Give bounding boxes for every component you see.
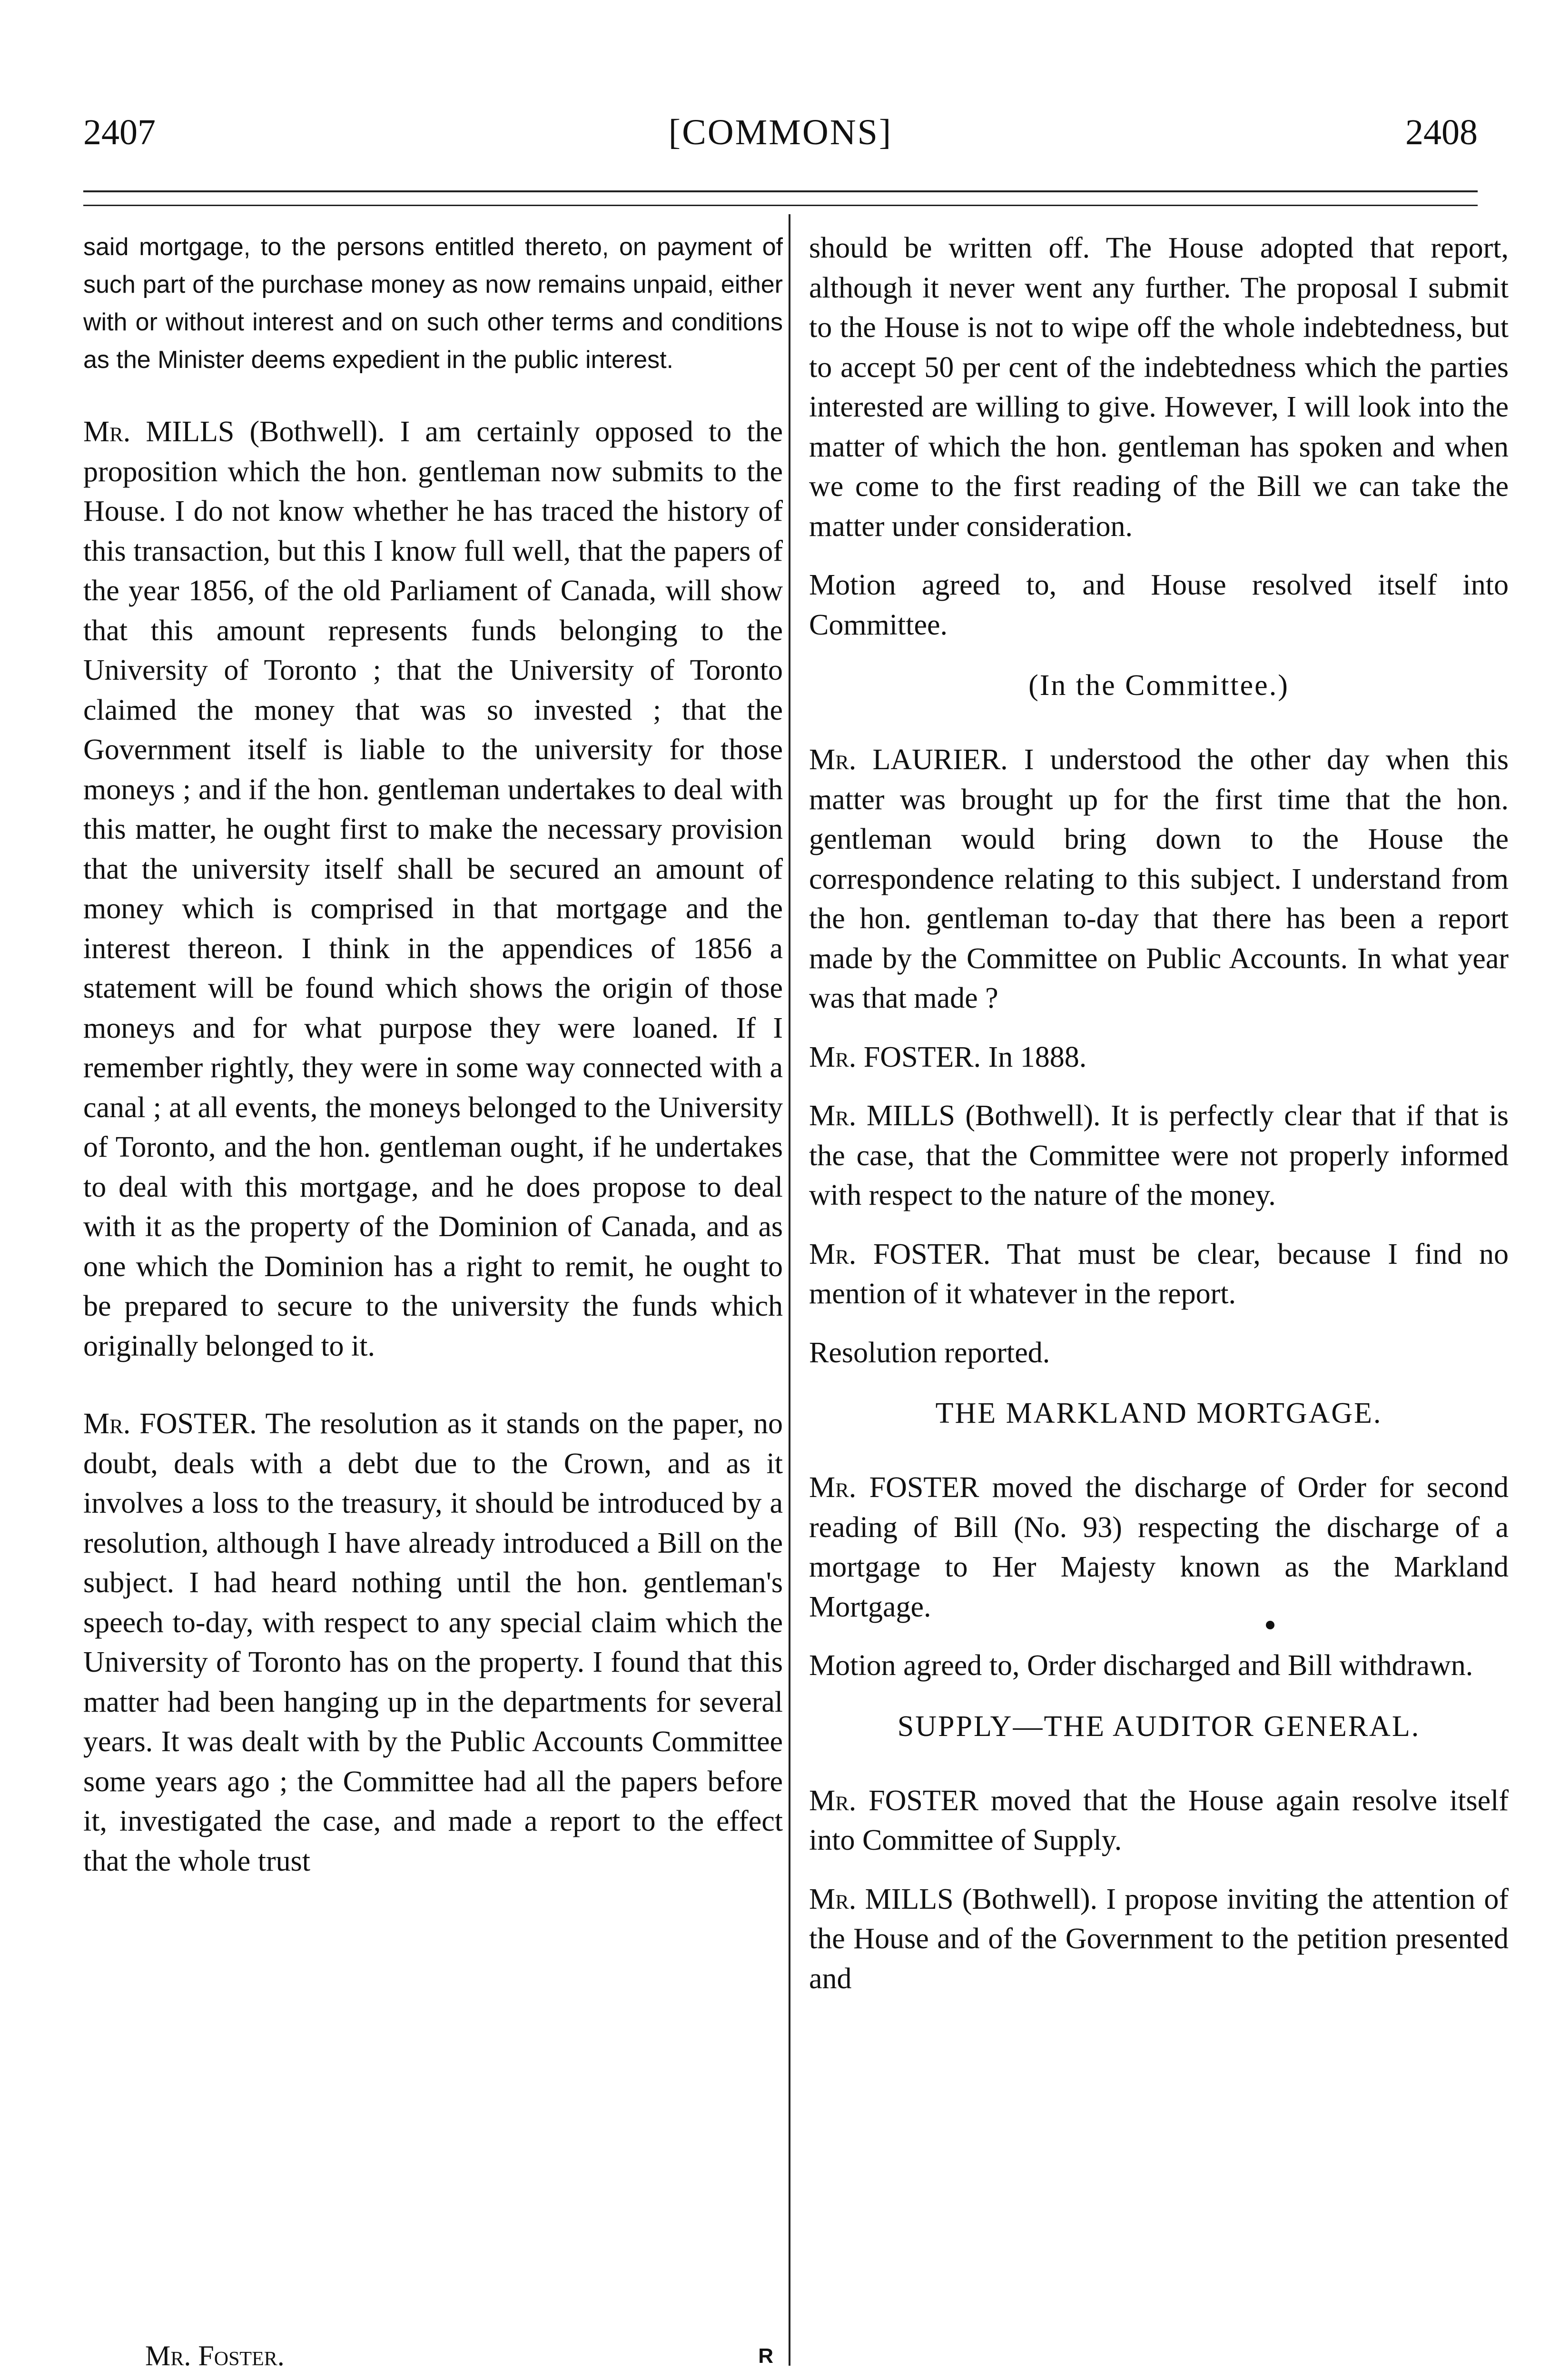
motion-paragraph [809, 565, 1509, 645]
speech-paragraph [809, 1235, 1509, 1314]
header-rule [83, 190, 1478, 192]
footer-signature-mark: R [758, 2344, 773, 2368]
speech-text: Motion agreed to, Order discharged and Bill withdrawn. [809, 1649, 1473, 1682]
speaker-name: Mr. FOSTER [809, 1471, 979, 1504]
speaker-name: Mr. FOSTER. [809, 1238, 991, 1270]
speech-paragraph [83, 412, 783, 1366]
motion-paragraph [809, 1333, 1509, 1373]
speaker-name: Mr. FOSTER. [809, 1041, 981, 1073]
speech-paragraph [809, 1096, 1509, 1216]
running-title: [COMMONS] [668, 112, 893, 152]
speech-text: moved that the House again resolve itself into Committee of Supply. [809, 1784, 1509, 1856]
speech-text: Motion agreed to, and House resolved itself into Committee. [809, 569, 1509, 641]
page-number-left: 2407 [83, 112, 156, 152]
speech-text: (Bothwell). It is perfectly clear that if that is the case, that the Committee were not properly informed with respect to the nature of the money. [809, 1100, 1509, 1211]
speaker-name: Mr. LAURIER. [809, 744, 1008, 776]
committee-heading: (In the Committee.) [1028, 669, 1289, 702]
speech-paragraph [809, 1038, 1509, 1078]
speech-paragraph [83, 1404, 783, 1881]
header-rule-double [83, 205, 1478, 206]
left-column [83, 228, 783, 1919]
motion-paragraph [809, 1646, 1509, 1686]
speech-paragraph [809, 228, 1509, 546]
speech-text: That must be clear, because I find no mention of it whatever in the report. [809, 1238, 1509, 1310]
stray-dot-mark [1266, 1621, 1274, 1629]
speech-text: (Bothwell). I propose inviting the attention of the House and of the Government to the petition presented and [809, 1883, 1509, 1995]
footer-speaker-name: Mr. Foster. [145, 2340, 285, 2371]
section-heading-supply: SUPPLY—THE AUDITOR GENERAL. [897, 1710, 1421, 1743]
speech-text: should be written off. The House adopted that report, although it never went any further. The proposal I submit to the House is not to wipe off the whole indebtedness, but to accept 50 per cent of the indebtedness which the parties interested are willing to give. However, I will look into the matter of which the hon. gentleman has spoken and when we come to the first reading of the Bill we can take the matter under consideration. [809, 232, 1509, 543]
speech-paragraph [809, 1880, 1509, 1999]
speech-text: I understood the other day when this matter was brought up for the first time that the hon. gentleman would bring down to the House the correspondence relating to this subject. I understand from the hon. gentleman to-day that there has been a report made by the Committee on Public Accounts. In what year was that made ? [809, 744, 1509, 1014]
speech-text: moved the discharge of Order for second reading of Bill (No. 93) respecting the discharge of a mortgage to Her Majesty known as the Markland Mortgage. [809, 1471, 1509, 1623]
page-header [83, 112, 1478, 169]
column-divider [789, 214, 790, 2366]
speaker-name: Mr. FOSTER [809, 1784, 978, 1817]
section-heading-markland: THE MARKLAND MORTGAGE. [935, 1397, 1382, 1429]
speaker-name: Mr. MILLS [809, 1100, 955, 1132]
speech-text: Resolution reported. [809, 1336, 1050, 1369]
speech-paragraph [809, 1468, 1509, 1627]
speaker-name: Mr. MILLS [83, 416, 235, 448]
speech-text: The resolution as it stands on the paper, no doubt, deals with a debt due to the Crown, and as it involves a loss to the treasury, it should be introduced by a resolution, although I have already introduced a Bill on the subject. I had heard nothing until the hon. gentleman's speech to-day, with respect to any special claim which the University of Toronto has on the property. I found that this matter had been hanging up in the departments for several years. It was dealt with by the Public Accounts Committee some years ago ; the Committee had all the papers before it, investigated the case, and made a report to the effect that the whole trust [83, 1408, 783, 1877]
speech-text: In 1888. [981, 1041, 1087, 1073]
right-column [809, 228, 1509, 2018]
page-number-right: 2408 [1405, 112, 1478, 152]
speech-paragraph [809, 1781, 1509, 1861]
resolution-quote: said mortgage, to the persons entitled thereto, on payment of such part of the purchase money as now remains unpaid, either with or without interest and on such other terms and conditions as the Minister deems expedient in the public interest. [83, 233, 783, 374]
speech-text: (Bothwell). I am certainly opposed to the proposition which the hon. gentleman now submits to the House. I do not know whether he has traced the history of this transaction, but this I know full well, that the papers of the year 1856, of the old Parliament of Canada, will show that this amount represents funds belonging to the University of Toronto ; that the University of Toronto claimed the money that was so invested ; that the Government itself is liable to the university for those moneys ; and if the hon. gentleman undertakes to deal with this matter, he ought first to make the necessary provision that the university itself shall be secured an amount of money which is comprised in that mortgage and the interest thereon. I think in the appendices of 1856 a statement will be found which shows the origin of those moneys and for what purpose they were loaned. If I remember rightly, they were in some way connected with a canal ; at all events, the moneys belonged to the University of Toronto, and the hon. gentleman ought, if he undertakes to deal with this mortgage, and he does propose to deal with it as the property of the Dominion of Canada, and as one which the Dominion has a right to remit, he ought to be prepared to secure to the university the funds which originally belonged to it. [83, 416, 783, 1362]
speech-paragraph [809, 740, 1509, 1019]
speaker-name: Mr. FOSTER. [83, 1408, 257, 1440]
speaker-name: Mr. MILLS [809, 1883, 954, 1915]
